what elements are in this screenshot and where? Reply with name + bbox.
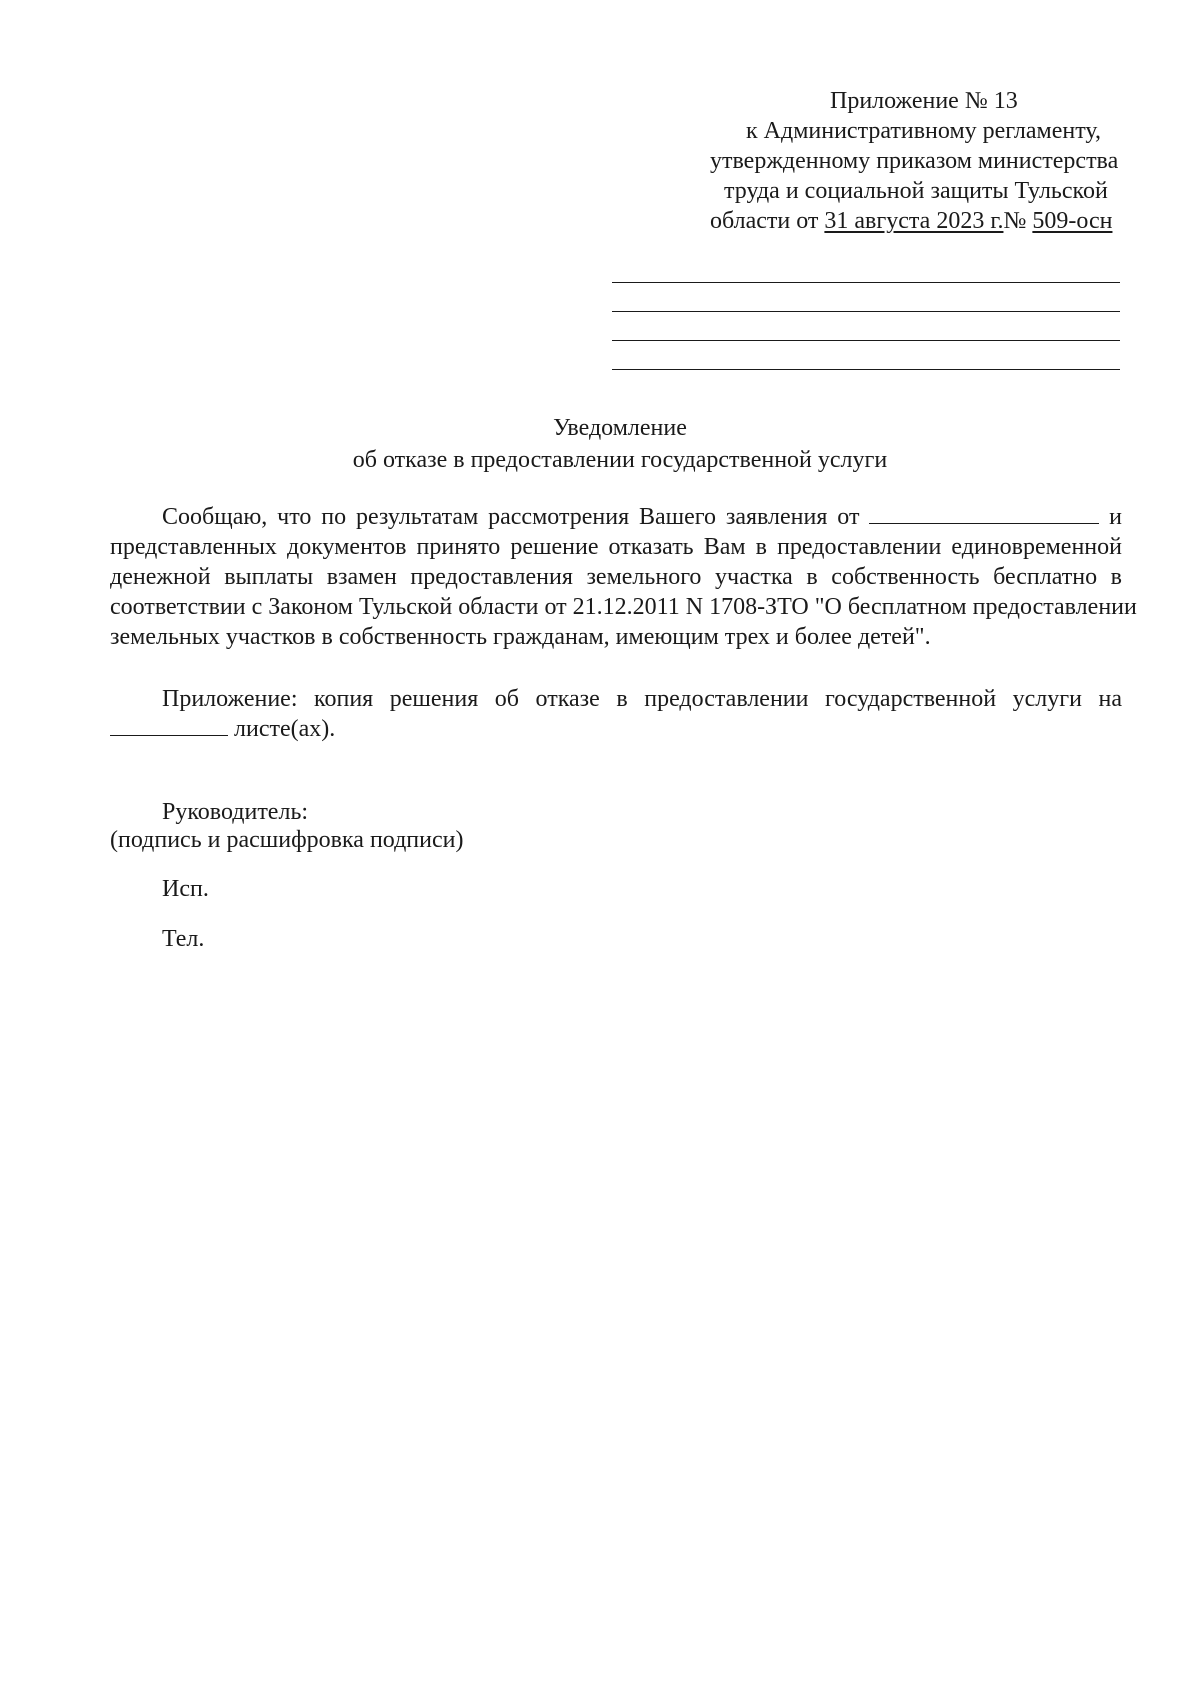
phone-label: Тел. (162, 926, 205, 952)
appendix-order-no-sign: № (1003, 208, 1033, 234)
attachment-line: Приложение: копия решения об отказе в предоставлении государственной услуги на (162, 686, 1122, 712)
body-line: земельных участков в собственность гражданам, имеющим трех и более детей". (110, 624, 931, 650)
appendix-number: Приложение № 13 (830, 88, 1018, 114)
body-line-start: Сообщаю, что по результатам рассмотрения Вашего заявления от (162, 504, 860, 530)
signature-block (110, 798, 463, 854)
appendix-ministry: труда и социальной защиты Тульской (724, 178, 1108, 204)
appendix-order-prefix: области от (710, 208, 825, 234)
appendix-regulation: к Административному регламенту, (746, 118, 1101, 144)
executor-label: Исп. (162, 876, 209, 902)
body-line: представленных документов принято решение отказать Вам в предоставлении единовременной (110, 534, 1122, 560)
appendix-order-line (640, 206, 1120, 236)
body-line: соответствии с Законом Тульской области от 21.12.2011 N 1708-ЗТО "О бесплатном предоставлении (110, 594, 1137, 620)
attachment-line (110, 714, 1122, 744)
body-line: денежной выплаты взамен предоставления земельного участка в собственность бесплатно в (110, 564, 1122, 590)
appendix-order-number: 509-осн (1032, 208, 1113, 234)
signature-label: Руководитель: (162, 799, 309, 825)
sheet-count-blank (110, 715, 228, 736)
body-line-end: и (1109, 504, 1122, 530)
application-date-blank (869, 503, 1099, 524)
appendix-order-date: 31 августа 2023 г. (824, 208, 1004, 234)
title-subheading: об отказе в предоставлении государственной услуги (352, 447, 888, 473)
body-line (110, 502, 1122, 532)
appendix-header (640, 86, 1120, 236)
signature-hint: (подпись и расшифровка подписи) (110, 827, 464, 853)
title-heading: Уведомление (553, 415, 687, 441)
notification-body (110, 502, 1137, 652)
attachment-note (110, 684, 1122, 744)
appendix-approved-by: утвержденному приказом министерства (710, 148, 1119, 174)
attachment-sheets-label: листе(ах). (234, 716, 336, 742)
recipient-blank-line (612, 311, 1120, 312)
recipient-blank-line (612, 369, 1120, 370)
recipient-block (612, 282, 1120, 398)
recipient-blank-line (612, 340, 1120, 341)
recipient-blank-line (612, 282, 1120, 283)
document-title (0, 412, 1200, 476)
